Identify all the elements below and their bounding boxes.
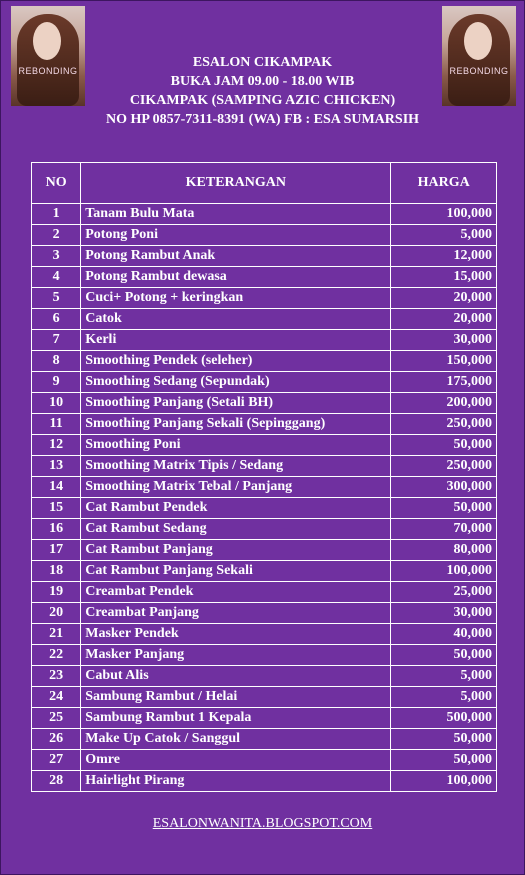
row-number: 10 (32, 393, 81, 414)
table-row (32, 414, 497, 435)
row-number: 26 (32, 729, 81, 750)
photo-brand-text: REBONDING (449, 66, 509, 76)
row-number: 1 (32, 204, 81, 225)
table-row (32, 456, 497, 477)
service-price: 25,000 (391, 582, 497, 603)
service-name: Cuci+ Potong + keringkan (81, 288, 391, 309)
table-row (32, 561, 497, 582)
service-price: 50,000 (391, 645, 497, 666)
salon-header (1, 53, 524, 129)
service-price: 300,000 (391, 477, 497, 498)
row-number: 22 (32, 645, 81, 666)
table-row (32, 225, 497, 246)
service-price: 30,000 (391, 603, 497, 624)
row-number: 3 (32, 246, 81, 267)
service-price: 200,000 (391, 393, 497, 414)
row-number: 16 (32, 519, 81, 540)
service-price: 20,000 (391, 288, 497, 309)
service-name: Smoothing Panjang (Setali BH) (81, 393, 391, 414)
service-name: Sambung Rambut 1 Kepala (81, 708, 391, 729)
service-name: Hairlight Pirang (81, 771, 391, 792)
service-name: Potong Poni (81, 225, 391, 246)
service-price: 30,000 (391, 330, 497, 351)
table-row (32, 435, 497, 456)
column-header-keterangan: KETERANGAN (81, 163, 391, 204)
table-row (32, 267, 497, 288)
service-name: Smoothing Matrix Tipis / Sedang (81, 456, 391, 477)
service-price: 50,000 (391, 750, 497, 771)
opening-hours: BUKA JAM 09.00 - 18.00 WIB (170, 74, 355, 89)
service-price: 12,000 (391, 246, 497, 267)
row-number: 21 (32, 624, 81, 645)
table-row (32, 246, 497, 267)
service-price: 250,000 (391, 414, 497, 435)
service-price: 175,000 (391, 372, 497, 393)
service-name: Creambat Pendek (81, 582, 391, 603)
service-price: 100,000 (391, 561, 497, 582)
table-row (32, 204, 497, 225)
table-row (32, 687, 497, 708)
service-price: 15,000 (391, 267, 497, 288)
service-price: 50,000 (391, 729, 497, 750)
service-name: Catok (81, 309, 391, 330)
table-header-row (32, 163, 497, 204)
service-price: 5,000 (391, 666, 497, 687)
table-row (32, 582, 497, 603)
row-number: 9 (32, 372, 81, 393)
service-price: 100,000 (391, 204, 497, 225)
table-row (32, 624, 497, 645)
service-price: 5,000 (391, 687, 497, 708)
photo-brand-text: REBONDING (18, 66, 78, 76)
service-name: Cat Rambut Sedang (81, 519, 391, 540)
row-number: 4 (32, 267, 81, 288)
row-number: 19 (32, 582, 81, 603)
service-name: Masker Panjang (81, 645, 391, 666)
row-number: 2 (32, 225, 81, 246)
service-name: Smoothing Sedang (Sepundak) (81, 372, 391, 393)
table-row (32, 645, 497, 666)
table-row (32, 393, 497, 414)
row-number: 23 (32, 666, 81, 687)
row-number: 17 (32, 540, 81, 561)
row-number: 11 (32, 414, 81, 435)
row-number: 13 (32, 456, 81, 477)
service-name: Smoothing Matrix Tebal / Panjang (81, 477, 391, 498)
service-name: Potong Rambut dewasa (81, 267, 391, 288)
service-price: 50,000 (391, 435, 497, 456)
service-name: Omre (81, 750, 391, 771)
salon-location: CIKAMPAK (SAMPING AZIC CHICKEN) (129, 93, 396, 108)
service-price: 150,000 (391, 351, 497, 372)
column-header-no: NO (32, 163, 81, 204)
service-name: Creambat Panjang (81, 603, 391, 624)
contact-info: NO HP 0857-7311-8391 (WA) FB : ESA SUMARSIH (105, 112, 420, 127)
service-price: 100,000 (391, 771, 497, 792)
row-number: 6 (32, 309, 81, 330)
service-name: Tanam Bulu Mata (81, 204, 391, 225)
table-row (32, 519, 497, 540)
row-number: 25 (32, 708, 81, 729)
table-row (32, 288, 497, 309)
table-row (32, 603, 497, 624)
row-number: 18 (32, 561, 81, 582)
service-name: Potong Rambut Anak (81, 246, 391, 267)
row-number: 20 (32, 603, 81, 624)
table-row (32, 540, 497, 561)
table-row (32, 771, 497, 792)
table-row (32, 372, 497, 393)
table-row (32, 498, 497, 519)
service-name: Cabut Alis (81, 666, 391, 687)
service-price: 50,000 (391, 498, 497, 519)
service-name: Cat Rambut Panjang (81, 540, 391, 561)
service-name: Make Up Catok / Sanggul (81, 729, 391, 750)
row-number: 24 (32, 687, 81, 708)
service-name: Masker Pendek (81, 624, 391, 645)
service-name: Sambung Rambut / Helai (81, 687, 391, 708)
table-row (32, 750, 497, 771)
row-number: 12 (32, 435, 81, 456)
row-number: 14 (32, 477, 81, 498)
price-table (31, 162, 497, 792)
salon-name: ESALON CIKAMPAK (192, 55, 333, 70)
table-row (32, 309, 497, 330)
service-name: Smoothing Poni (81, 435, 391, 456)
service-name: Cat Rambut Pendek (81, 498, 391, 519)
table-row (32, 729, 497, 750)
service-price: 20,000 (391, 309, 497, 330)
service-name: Kerli (81, 330, 391, 351)
service-price: 80,000 (391, 540, 497, 561)
service-price: 250,000 (391, 456, 497, 477)
row-number: 7 (32, 330, 81, 351)
price-table-body (32, 204, 497, 792)
table-row (32, 708, 497, 729)
service-price: 70,000 (391, 519, 497, 540)
table-row (32, 351, 497, 372)
blog-link[interactable]: ESALONWANITA.BLOGSPOT.COM (152, 816, 373, 831)
row-number: 27 (32, 750, 81, 771)
service-name: Smoothing Panjang Sekali (Sepinggang) (81, 414, 391, 435)
row-number: 8 (32, 351, 81, 372)
row-number: 15 (32, 498, 81, 519)
service-name: Smoothing Pendek (seleher) (81, 351, 391, 372)
service-price: 500,000 (391, 708, 497, 729)
table-row (32, 330, 497, 351)
service-name: Cat Rambut Panjang Sekali (81, 561, 391, 582)
table-row (32, 477, 497, 498)
row-number: 28 (32, 771, 81, 792)
service-price: 40,000 (391, 624, 497, 645)
row-number: 5 (32, 288, 81, 309)
service-price: 5,000 (391, 225, 497, 246)
table-row (32, 666, 497, 687)
column-header-harga: HARGA (391, 163, 497, 204)
